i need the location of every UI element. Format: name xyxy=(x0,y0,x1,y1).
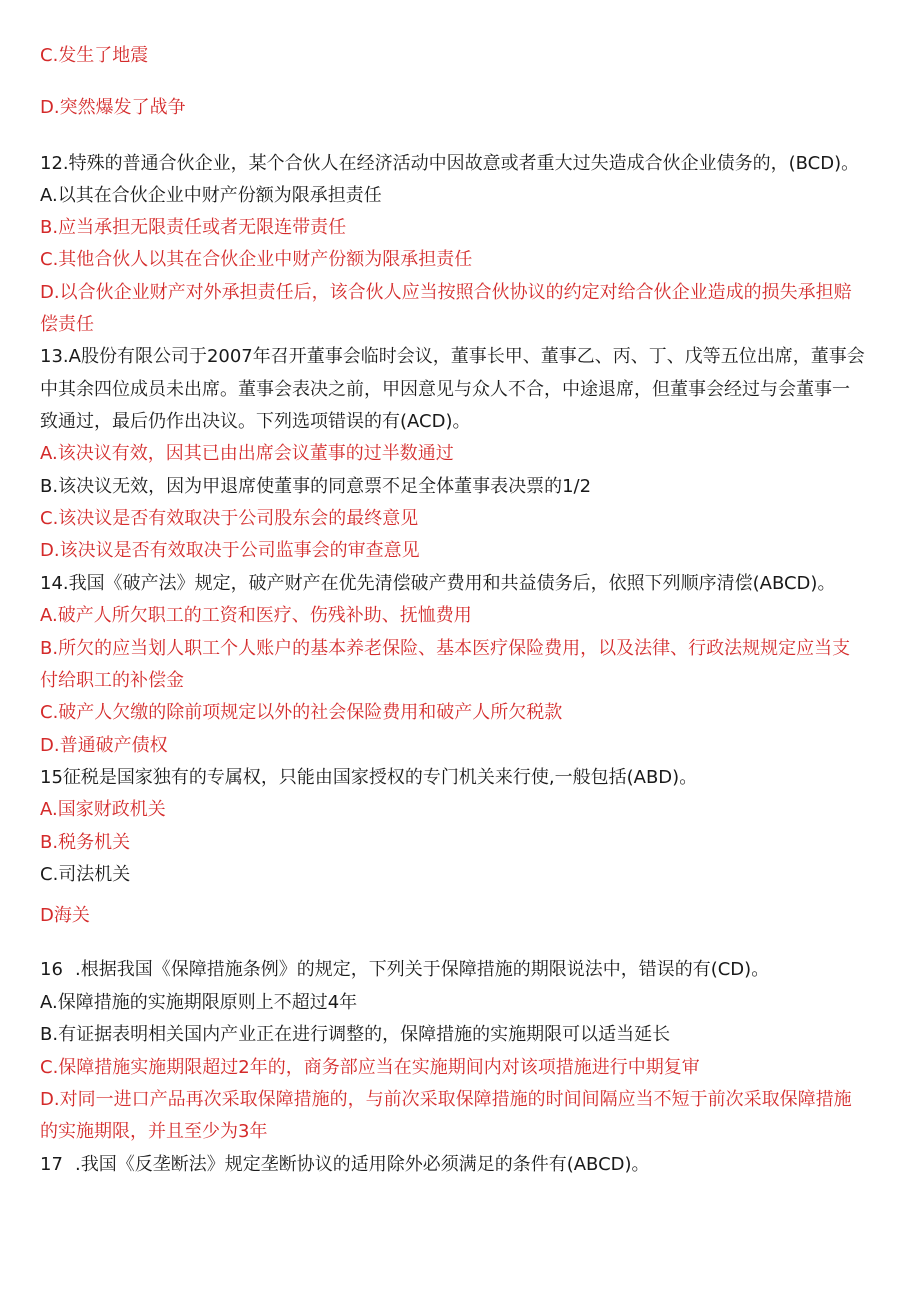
q12-option-d-line1: D.以合伙企业财产对外承担责任后，该合伙人应当按照合伙协议的约定对给合伙企业造成的损失承担赔 xyxy=(40,282,852,303)
q13-option-b: B.该决议无效，因为甲退席使董事的同意票不足全体董事表决票的1/2 xyxy=(40,476,592,497)
q14-stem: 14.我国《破产法》规定，破产财产在优先清偿破产费用和共益债务后，依照下列顺序清偿(ABCD)。 xyxy=(40,573,836,594)
q14-option-b-line2: 付给职工的补偿金 xyxy=(40,670,184,691)
q16-option-c: C.保障措施实施期限超过2年的，商务部应当在实施期间内对该项措施进行中期复审 xyxy=(40,1057,700,1078)
q13-stem-line3: 致通过，最后仍作出决议。下列选项错误的有(ACD)。 xyxy=(40,411,471,432)
q12-option-b: B.应当承担无限责任或者无限连带责任 xyxy=(40,217,347,238)
q14-option-c: C.破产人欠缴的除前项规定以外的社会保险费用和破产人所欠税款 xyxy=(40,702,563,723)
q17-number: 17 xyxy=(40,1154,63,1175)
q16-option-b: B.有证据表明相关国内产业正在进行调整的，保障措施的实施期限可以适当延长 xyxy=(40,1024,671,1045)
q11-option-d: D.突然爆发了战争 xyxy=(40,97,186,118)
q12-option-d-line2: 偿责任 xyxy=(40,314,94,335)
q12-stem: 12.特殊的普通合伙企业，某个合伙人在经济活动中因故意或者重大过失造成合伙企业债务的，(BCD)。 xyxy=(40,153,860,174)
q14-option-a: A.破产人所欠职工的工资和医疗、伤残补助、抚恤费用 xyxy=(40,605,472,626)
q17-stem: .我国《反垄断法》规定垄断协议的适用除外必须满足的条件有(ABCD)。 xyxy=(75,1154,650,1175)
q13-option-d: D.该决议是否有效取决于公司监事会的审查意见 xyxy=(40,540,420,561)
q14-option-b-line1: B.所欠的应当划人职工个人账户的基本养老保险、基本医疗保险费用，以及法律、行政法规规定应当支 xyxy=(40,638,851,659)
q15-option-c: C.司法机关 xyxy=(40,864,131,885)
q16-stem: .根据我国《保障措施条例》的规定，下列关于保障措施的期限说法中，错误的有(CD)。 xyxy=(75,959,770,980)
q12-option-c: C.其他合伙人以其在合伙企业中财产份额为限承担责任 xyxy=(40,249,473,270)
q16-option-d-line2: 的实施期限，并且至少为3年 xyxy=(40,1121,268,1142)
q15-stem: 15征税是国家独有的专属权，只能由国家授权的专门机关来行使,一般包括(ABD)。 xyxy=(40,767,698,788)
q15-option-b: B.税务机关 xyxy=(40,832,131,853)
q15-option-a: A.国家财政机关 xyxy=(40,799,166,820)
q16-number: 16 xyxy=(40,959,63,980)
q16-option-a: A.保障措施的实施期限原则上不超过4年 xyxy=(40,992,358,1013)
q16-option-d-line1: D.对同一进口产品再次采取保障措施的，与前次采取保障措施的时间间隔应当不短于前次采取保障措施 xyxy=(40,1089,852,1110)
q13-stem-line2: 中其余四位成员未出席。董事会表决之前，甲因意见与众人不合，中途退席，但董事会经过与会董事一 xyxy=(40,379,850,400)
q13-stem-line1: 13.A股份有限公司于2007年召开董事会临时会议，董事长甲、董事乙、丙、丁、戊等五位出席，董事会 xyxy=(40,346,865,367)
q13-option-c: C.该决议是否有效取决于公司股东会的最终意见 xyxy=(40,508,419,529)
q11-option-c: C.发生了地震 xyxy=(40,45,149,66)
q12-option-a: A.以其在合伙企业中财产份额为限承担责任 xyxy=(40,185,382,206)
q15-option-d: D海关 xyxy=(40,905,90,926)
q14-option-d: D.普通破产债权 xyxy=(40,735,168,756)
q13-option-a: A.该决议有效，因其已由出席会议董事的过半数通过 xyxy=(40,443,454,464)
